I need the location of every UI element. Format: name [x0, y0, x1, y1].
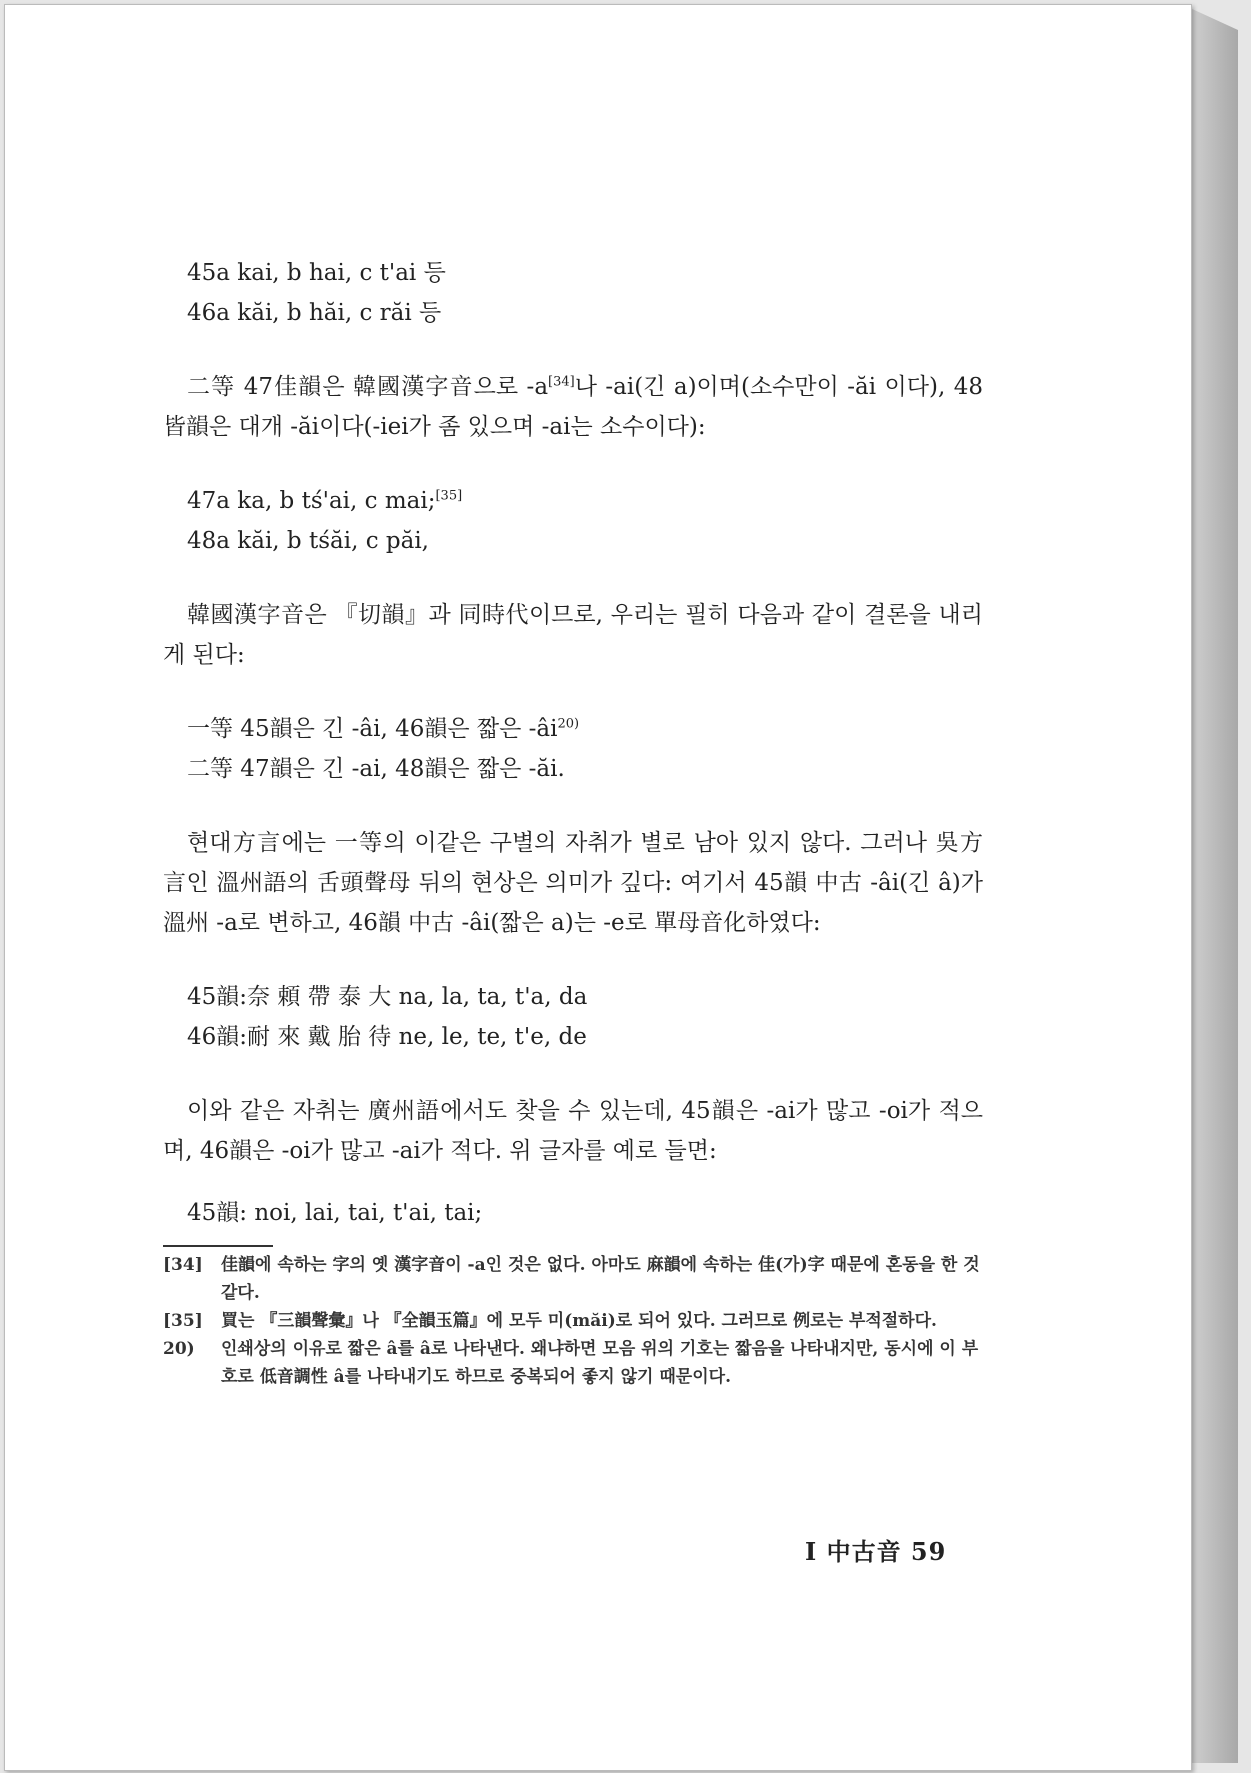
paragraph: 현대方言에는 一等의 이같은 구별의 자취가 별로 남아 있지 않다. 그러나 吳方言인 溫州語의 舌頭聲母 뒤의 현상은 의미가 깊다: 여기서 45韻 中古 -âi(긴 â)가 溫州 -a로 변하고, 46韻 中古 -âi(짧은 a)는 -e로 單母音化하였다: — [163, 830, 983, 936]
footnote-divider — [163, 1245, 273, 1247]
example-line: 46a kăi, b hăi, c răi 등 — [187, 300, 442, 326]
footnote — [163, 1335, 983, 1391]
document-page — [4, 4, 1192, 1771]
footnote-mark: [35] — [163, 1311, 203, 1331]
footnote-mark: [34] — [163, 1255, 203, 1275]
footnote — [163, 1251, 983, 1307]
example-line: 45韻:奈 頼 帶 泰 大 na, la, ta, t'a, da — [187, 984, 588, 1010]
footnote-text: 買는 『三韻聲彙』나 『全韻玉篇』에 모두 미(măi)로 되어 있다. 그러므로 例로는 부적절하다. — [221, 1311, 937, 1331]
example-line: 47a ka, b tś'ai, c mai;[35] — [187, 488, 463, 514]
footnote-text: 佳韻에 속하는 字의 옛 漢字音이 -a인 것은 없다. 아마도 麻韻에 속하는 佳(가)字 때문에 혼동을 한 것 같다. — [221, 1255, 980, 1303]
footnote-ref: [34] — [548, 374, 575, 390]
paragraph: 이와 같은 자취는 廣州語에서도 찾을 수 있는데, 45韻은 -ai가 많고 -oi가 적으며, 46韻은 -oi가 많고 -ai가 적다. 위 글자를 예로 들면: — [163, 1098, 983, 1164]
example-line: 45韻: noi, lai, tai, t'ai, tai; — [187, 1200, 483, 1226]
example-line: 46韻:耐 來 戴 胎 待 ne, le, te, t'e, de — [187, 1024, 587, 1050]
conclusion-line: 一等 45韻은 긴 -âi, 46韻은 짧은 $-âi^{20)}$ — [187, 716, 580, 742]
footnote-text: 인쇄상의 이유로 짧은 â를 â로 나타낸다. 왜냐하면 모음 위의 기호는 짧음을 나타내지만, 동시에 이 부호로 低音調性 â를 나타내기도 하므로 중복되어 좋지 않기 때문이다. — [221, 1339, 979, 1387]
footnote-mark: 20) — [163, 1339, 195, 1359]
footnotes — [163, 1251, 983, 1391]
conclusion-line: 二等 47韻은 긴 -ai, 48韻은 짧은 -ăi. — [187, 756, 565, 782]
paragraph: 韓國漢字音은 『切韻』과 同時代이므로, 우리는 필히 다음과 같이 결론을 내리게 된다: — [163, 602, 983, 668]
footnote-ref: 20) — [557, 716, 580, 732]
example-line: 45a kai, b hai, c t'ai 등 — [187, 260, 446, 286]
page-number: I 中古音 59 — [805, 1537, 947, 1566]
footnote-ref: [35] — [435, 488, 463, 504]
page-content — [163, 253, 983, 1391]
page-edge — [1190, 8, 1238, 1763]
example-line: 48a kăi, b tśăi, c păi, — [187, 528, 429, 554]
paragraph: 二等 47佳韻은 韓國漢字音으로 -a[34]나 -ai(긴 a)이며(소수만이 -ăi 이다), 48皆韻은 대개 -ăi이다(-iei가 좀 있으며 -ai는 소수이다): — [163, 374, 983, 440]
footnote — [163, 1307, 983, 1335]
